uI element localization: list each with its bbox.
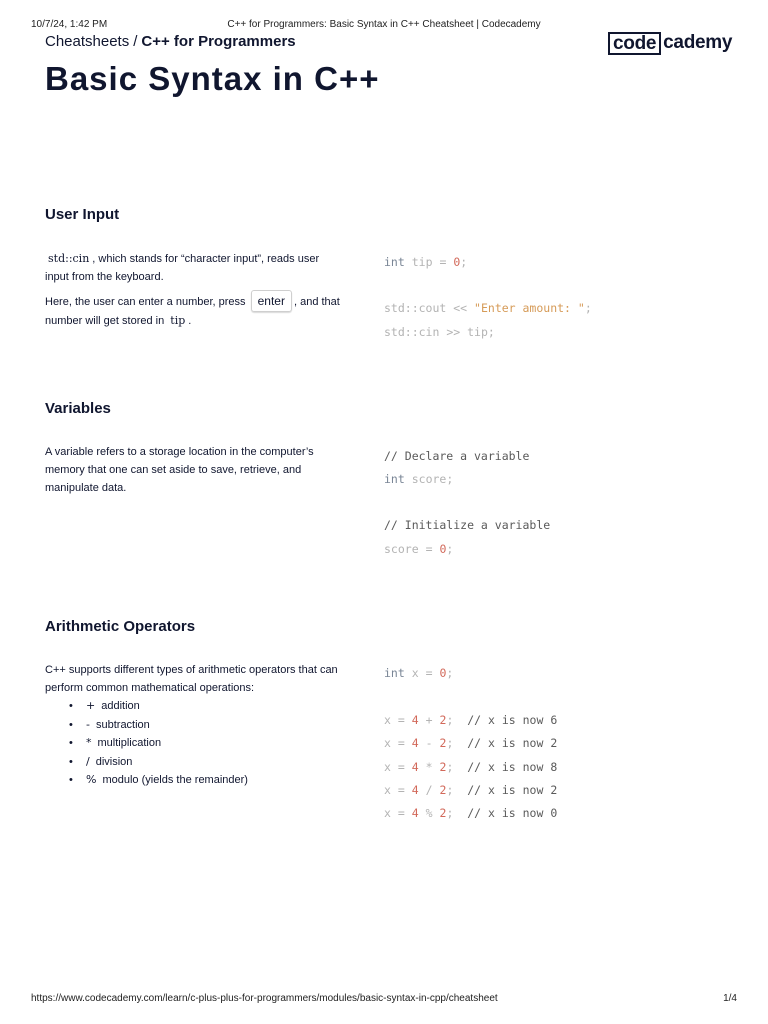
code-number: 4 <box>411 760 419 774</box>
print-datetime: 10/7/24, 1:42 PM <box>31 19 108 30</box>
variables-description <box>45 443 345 497</box>
operator-label: addition <box>101 700 140 712</box>
code-identifier: tip <box>411 255 433 269</box>
operator-list <box>69 697 345 790</box>
section-heading-arithmetic-operators: Arithmetic Operators <box>45 618 196 635</box>
code-identifier: score <box>411 472 447 486</box>
code-line <box>384 782 557 798</box>
operator-list-item <box>69 753 345 772</box>
inline-code-std-cin: std::cin <box>48 252 90 265</box>
code-identifier: tip <box>467 325 488 339</box>
code-comment: // x is now 2 <box>467 736 558 750</box>
operator-symbol: + <box>86 699 96 712</box>
code-line <box>384 471 453 487</box>
operator-symbol: - <box>86 717 90 731</box>
code-comment: // x is now 6 <box>467 713 558 727</box>
user-input-paragraph-1 <box>45 250 345 286</box>
code-identifier: x <box>384 783 391 797</box>
code-number: 4 <box>411 806 419 820</box>
code-punct: ; <box>446 760 454 774</box>
code-block-variables <box>384 448 551 556</box>
operator-list-item <box>69 771 345 790</box>
code-punct: ; <box>446 713 454 727</box>
code-line <box>384 324 495 340</box>
code-block-user-input <box>384 254 592 339</box>
code-identifier: x <box>384 806 391 820</box>
code-line <box>384 541 453 557</box>
code-identifier: std::cin <box>384 325 440 339</box>
code-operator: = <box>425 542 433 556</box>
code-operator: = <box>397 783 405 797</box>
breadcrumb-separator: / <box>133 33 138 50</box>
code-identifier: x <box>384 736 391 750</box>
code-block-arithmetic <box>384 665 558 833</box>
operator-symbol: * <box>86 736 92 749</box>
code-comment: // x is now 0 <box>467 806 558 820</box>
code-number: 4 <box>411 783 419 797</box>
logo-box-text: code <box>608 32 661 55</box>
print-footer-url: https://www.codecademy.com/learn/c-plus-plus-for-programmers/modules/basic-syntax-in-cpp/cheatsheet <box>31 993 498 1004</box>
code-number: 2 <box>439 783 447 797</box>
page-title: Basic Syntax in C++ <box>45 60 380 97</box>
code-comment: // Initialize a variable <box>384 518 551 532</box>
print-footer <box>31 993 737 1007</box>
code-string: "Enter amount: " <box>474 301 585 315</box>
breadcrumb <box>45 33 296 50</box>
code-comment: // x is now 2 <box>467 783 558 797</box>
codecademy-logo[interactable] <box>608 31 732 55</box>
code-operator: - <box>425 736 433 750</box>
user-input-p1-text: , which stands for “character input”, reads user input from the keyboard. <box>45 253 320 283</box>
code-operator: * <box>425 760 433 774</box>
operator-list-item <box>69 697 345 716</box>
code-keyword: int <box>384 255 405 269</box>
code-punct: ; <box>446 736 454 750</box>
code-number: 2 <box>439 713 447 727</box>
code-number: 2 <box>439 760 447 774</box>
code-line <box>384 712 557 728</box>
enter-key: enter <box>251 290 292 312</box>
user-input-p2-text-c: . <box>188 315 192 327</box>
code-operator: % <box>425 806 433 820</box>
code-identifier: x <box>411 666 419 680</box>
user-input-description <box>45 250 345 330</box>
logo-rest-text: cademy <box>663 32 733 53</box>
code-operator: / <box>425 783 433 797</box>
operator-symbol: % <box>86 773 97 786</box>
variables-text: A variable refers to a storage location in the computer’s memory that one can set aside to save, retrieve, and manipulate data. <box>45 446 314 494</box>
section-heading-variables: Variables <box>45 400 111 417</box>
code-line <box>384 665 453 681</box>
section-heading-user-input: User Input <box>45 206 120 223</box>
code-identifier: x <box>384 713 391 727</box>
code-line <box>384 805 557 821</box>
code-punct: ; <box>584 301 592 315</box>
user-input-p2-text-a: Here, the user can enter a number, press <box>45 296 246 308</box>
code-number: 2 <box>439 736 447 750</box>
code-identifier: x <box>384 760 391 774</box>
code-operator: = <box>439 255 447 269</box>
code-punct: ; <box>487 325 495 339</box>
code-number: 4 <box>411 736 419 750</box>
print-page-title: C++ for Programmers: Basic Syntax in C++ Cheatsheet | Codecademy <box>227 19 541 30</box>
code-number: 0 <box>439 542 447 556</box>
code-punct: ; <box>446 666 454 680</box>
code-operator: = <box>397 736 405 750</box>
arithmetic-description <box>45 661 345 790</box>
operator-label: subtraction <box>95 718 150 731</box>
operator-label: modulo (yields the remainder) <box>102 774 248 786</box>
code-line <box>384 759 557 775</box>
code-operator: = <box>397 713 405 727</box>
print-page-number: 1/4 <box>723 993 737 1004</box>
code-number: 4 <box>411 713 419 727</box>
code-comment: // x is now 8 <box>467 760 558 774</box>
code-line <box>384 300 592 316</box>
user-input-p2-text-b: , and that number will get stored in <box>45 296 340 327</box>
arithmetic-text: C++ supports different types of arithmetic operators that can perform common mathematical operations: <box>45 664 338 694</box>
code-operator: = <box>425 666 433 680</box>
code-punct: ; <box>446 542 454 556</box>
operator-label: multiplication <box>97 737 162 749</box>
operator-list-item <box>69 734 345 753</box>
breadcrumb-course-link[interactable]: C++ for Programmers <box>141 33 296 50</box>
code-operator: + <box>425 713 433 727</box>
code-number: 2 <box>439 806 447 820</box>
breadcrumb-cheatsheets-link[interactable]: Cheatsheets <box>45 33 130 50</box>
code-identifier: std::cout <box>384 301 447 315</box>
code-keyword: int <box>384 472 405 486</box>
operator-symbol: / <box>86 754 90 768</box>
user-input-paragraph-2 <box>45 290 345 330</box>
code-punct: ; <box>460 255 468 269</box>
operator-label: division <box>95 755 133 768</box>
code-number: 0 <box>453 255 461 269</box>
code-line <box>384 254 467 270</box>
code-punct: ; <box>446 472 454 486</box>
inline-code-tip: tip <box>170 314 186 327</box>
code-identifier: score <box>384 542 419 556</box>
code-keyword: int <box>384 666 405 680</box>
code-line <box>384 735 557 751</box>
code-number: 0 <box>439 666 447 680</box>
code-operator: << <box>453 301 468 315</box>
code-punct: ; <box>446 806 454 820</box>
operator-list-item <box>69 716 345 735</box>
code-operator: >> <box>446 325 461 339</box>
code-operator: = <box>397 760 405 774</box>
code-punct: ; <box>446 783 454 797</box>
code-operator: = <box>397 806 405 820</box>
code-comment: // Declare a variable <box>384 449 530 463</box>
